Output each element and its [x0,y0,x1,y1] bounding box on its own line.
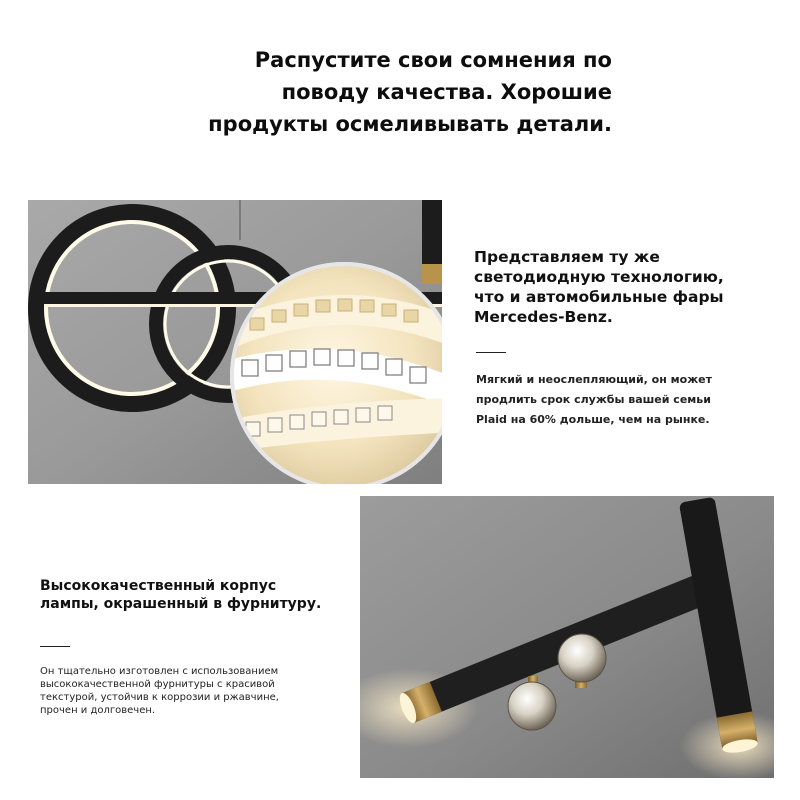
led-feature-title-line-3: что и автомобильные фары [474,288,724,306]
ring-lamp-illustration [28,200,442,484]
led-feature-divider [476,352,506,353]
led-feature-title-line-1: Представляем ту же [474,248,660,266]
housing-feature-title-line-1: Высококачественный корпус [40,578,277,594]
headline-line-2: поводу качества. Хорошие [281,80,612,104]
headline-line-3: продукты осмеливывать детали. [208,112,612,136]
led-feature-title [474,247,724,327]
ring-lamp-photo [28,200,442,484]
headline [150,44,612,140]
led-feature-body-line-3: Plaid на 60% дольше, чем на рынке. [476,413,710,426]
housing-feature-divider [40,646,70,647]
led-feature-title-line-2: светодиодную технологию, [474,268,724,286]
housing-feature-body-line-2: высококачественной фурнитуры с красивой [40,679,275,690]
led-feature-body-line-1: Мягкий и неослепляющий, он может [476,373,712,386]
headline-line-1: Распустите свои сомнения по [254,48,612,72]
housing-feature-body-line-4: прочен и долговечен. [40,705,156,716]
led-feature-body-line-2: продлить срок службы вашей семьи [476,393,711,406]
led-feature-title-line-4: Mercedes-Benz. [474,308,613,326]
led-feature-body [476,370,712,430]
housing-feature-title [40,577,321,613]
housing-feature-body-line-1: Он тщательно изготовлен с использованием [40,666,279,677]
housing-feature-body-line-3: текстурой, устойчив к коррозии и ржавчине, [40,692,279,703]
housing-feature-title-line-2: лампы, окрашенный в фурнитуру. [40,596,322,612]
tube-lamp-photo [360,496,774,778]
housing-feature-body [40,665,279,717]
tube-lamp-illustration [360,496,774,778]
